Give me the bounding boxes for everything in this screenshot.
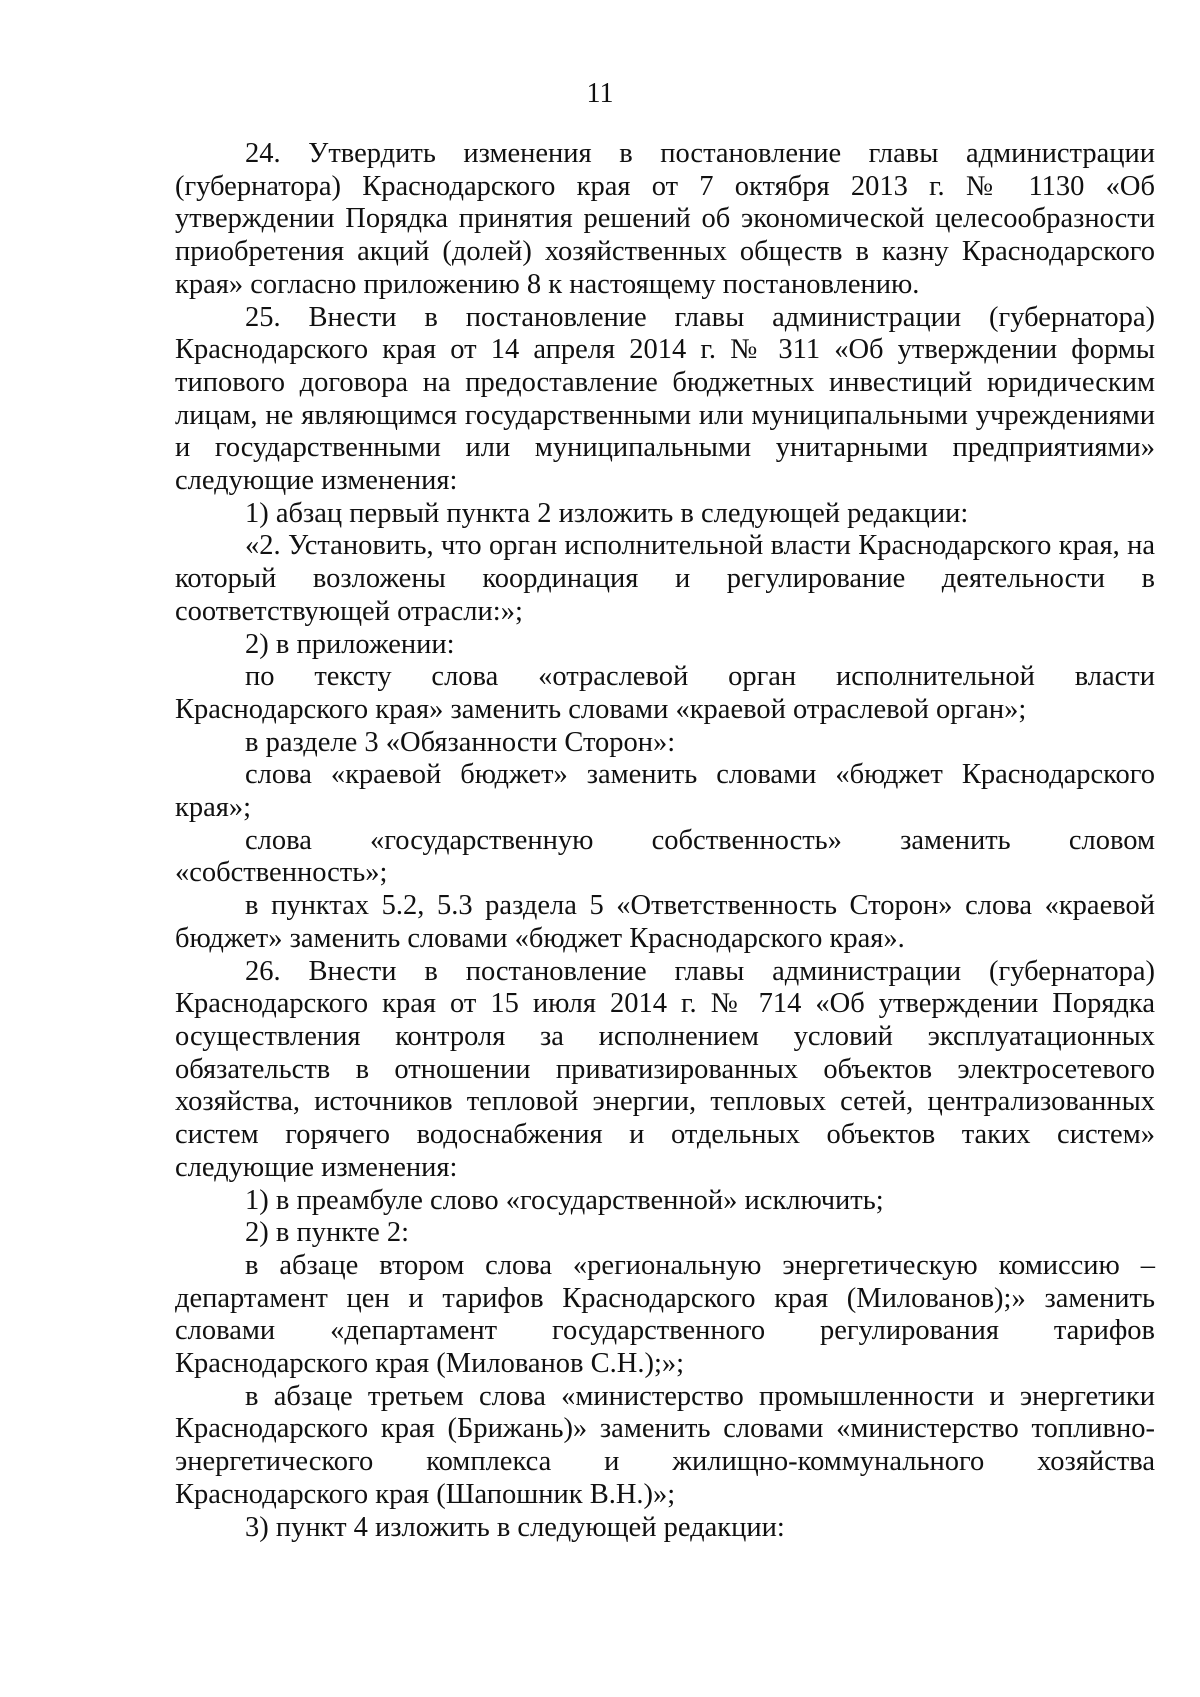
paragraph-item-25: 25. Внести в постановление главы администрации (губернатора) Краснодарского края от 14 апреля 2014 г. № 311 «Об утверждении формы типового договора на предоставление бюджетных инвестиций юридическим лицам, не являющимся государственными или муниципальными учреждениями и государственными или муниципальными унитарными предприятиями» следующие изменения:: [175, 301, 1155, 497]
paragraph-item-24: 24. Утвердить изменения в постановление главы администрации (губернатора) Краснодарского края от 7 октября 2013 г. № 1130 «Об утверждении Порядка принятия решений об экономической целесообразности приобретения акций (долей) хозяйственных обществ в казну Краснодарского края» согласно приложению 8 к настоящему постановлению.: [175, 138, 1155, 300]
amendment-section-3: в разделе 3 «Обязанности Сторон»:: [245, 726, 676, 758]
amendment-text-25-b: слова «краевой бюджет» заменить словами «бюджет Краснодарского края»;: [175, 759, 1155, 824]
amendment-text-25-a: по тексту слова «отраслевой орган исполнительной власти Краснодарского края» заменить словами «краевой отраслевой орган»;: [175, 661, 1155, 725]
subitem-25-1: 1) абзац первый пункта 2 изложить в следующей редакции:: [245, 497, 969, 529]
amendment-text-26-a: в абзаце втором слова «региональную энергетическую комиссию – департамент цен и тарифов Краснодарского края (Милованов);» заменить словами «департамент государственного регулирования тарифов Краснодарского края (Милованов С.Н.);»;: [175, 1249, 1155, 1380]
subitem-25-2: 2) в приложении:: [245, 628, 455, 660]
amendment-text-25-c: слова «государственную собственность» заменить словом «собственность»;: [175, 824, 1155, 889]
subitem-26-1: 1) в преамбуле слово «государственной» исключить;: [245, 1184, 884, 1216]
paragraph-item-26: 26. Внести в постановление главы администрации (губернатора) Краснодарского края от 15 июля 2014 г. № 714 «Об утверждении Порядка осуществления контроля за исполнением условий эксплуатационных обязательств в отношении приватизированных объектов электросетевого хозяйства, источников тепловой энергии, тепловых сетей, централизованных систем горячего водоснабжения и отдельных объектов таких систем» следующие изменения:: [175, 955, 1155, 1183]
amendment-text-25-d: в пунктах 5.2, 5.3 раздела 5 «Ответственность Сторон» слова «краевой бюджет» заменить словами «бюджет Краснодарского края».: [175, 890, 1155, 954]
subitem-26-3: 3) пункт 4 изложить в следующей редакции:: [245, 1511, 785, 1543]
page-number: 11: [586, 78, 614, 109]
quoted-new-wording-25: «2. Установить, что орган исполнительной власти Краснодарского края, на который возложены координация и регулирование деятельности в соответствующей отрасли:»;: [175, 530, 1155, 627]
amendment-text-26-b: в абзаце третьем слова «министерство промышленности и энергетики Краснодарского края (Брижань)» заменить словами «министерство топливно-энергетического комплекса и жилищно-коммунального хозяйства Краснодарского края (Шапошник В.Н.)»;: [175, 1380, 1155, 1510]
document-body: [175, 138, 1155, 1544]
subitem-26-2: 2) в пункте 2:: [245, 1217, 410, 1249]
